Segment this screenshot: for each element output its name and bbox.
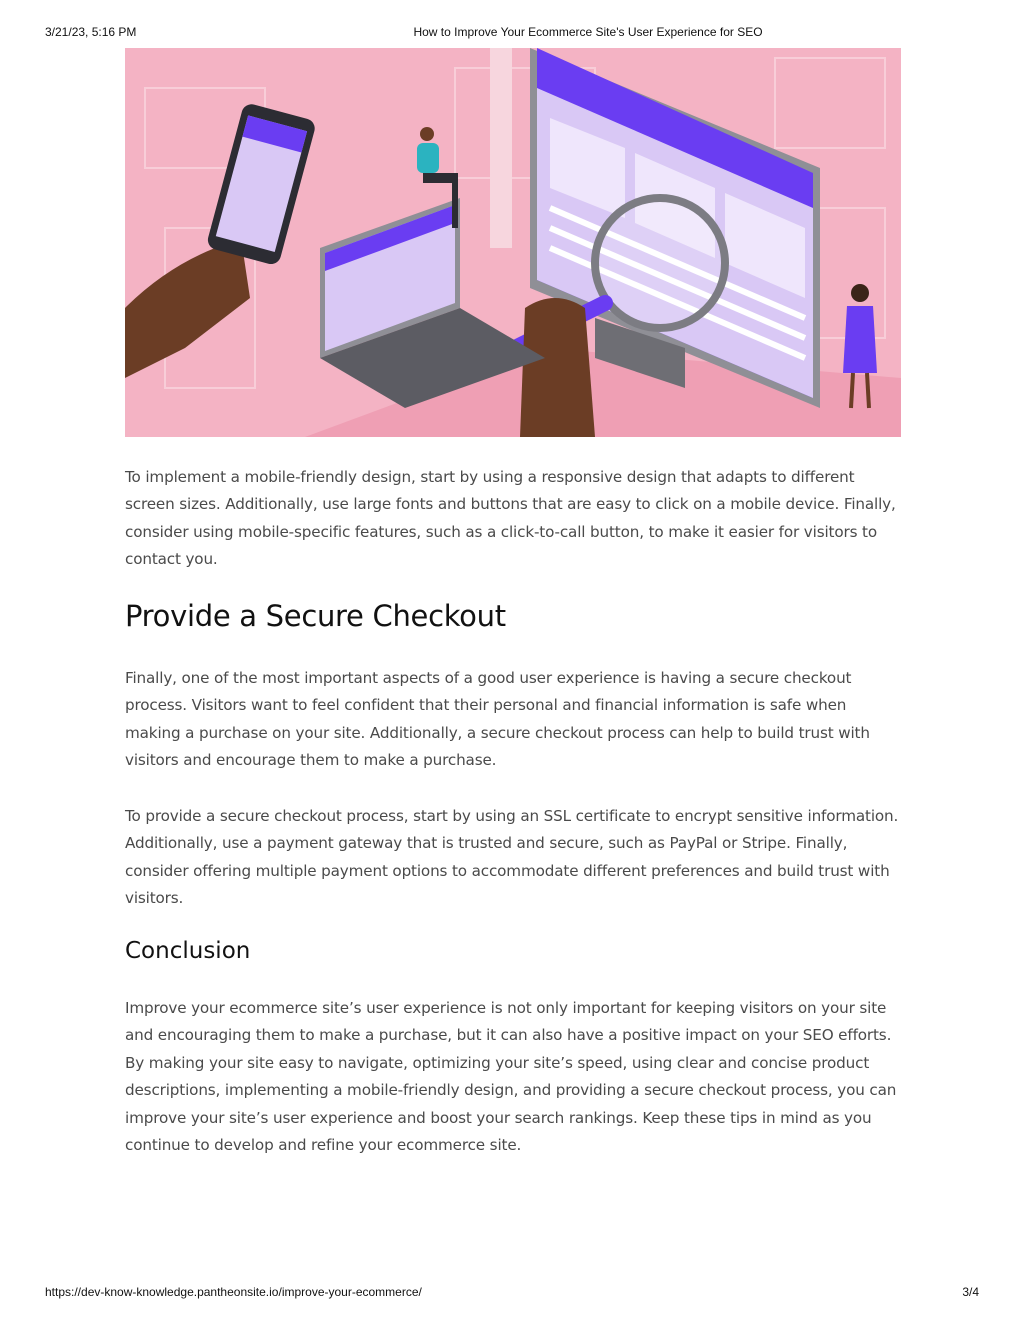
- print-url: https://dev-know-knowledge.pantheonsite.io/improve-your-ecommerce/: [45, 1285, 422, 1299]
- hero-illustration: [125, 48, 901, 437]
- secure-checkout-paragraph-1: Finally, one of the most important aspects of a good user experience is having a secure checkout process. Visitors want to feel confident that their personal and financial information is safe when making a purchase on your site. Additionally, a secure checkout process can help to build trust with visitors and encourage them to make a purchase.: [125, 669, 870, 770]
- mobile-friendly-paragraph: To implement a mobile-friendly design, start by using a responsive design that adapts to different screen sizes. Additionally, use large fonts and buttons that are easy to click on a mobile device. Finally, consider using mobile-specific features, such as a click-to-call button, to make it easier for visitors to contact you.: [125, 468, 896, 569]
- print-header: [0, 25, 1024, 41]
- print-page-title: How to Improve Your Ecommerce Site's User Experience for SEO: [413, 25, 763, 39]
- print-datetime: 3/21/23, 5:16 PM: [45, 25, 137, 39]
- conclusion-paragraph: Improve your ecommerce site’s user experience is not only important for keeping visitors on your site and encouraging them to make a purchase, but it can also have a positive impact on your SEO efforts. By making your site easy to navigate, optimizing your site’s speed, using clear and concise product descriptions, implementing a mobile-friendly design, and providing a secure checkout process, you can improve your site’s user experience and boost your search rankings. Keep these tips in mind as you continue to develop and refine your ecommerce site.: [125, 999, 897, 1155]
- print-footer: [0, 1285, 1024, 1301]
- secure-checkout-paragraph-2: To provide a secure checkout process, start by using an SSL certificate to encrypt sensitive information. Additionally, use a payment gateway that is trusted and secure, such as PayPal or Stripe. Finally, consider offering multiple payment options to accommodate different preferences and build trust with visitors.: [125, 807, 899, 908]
- article-content: [125, 48, 901, 1155]
- conclusion-heading: Conclusion: [125, 938, 251, 964]
- secure-checkout-heading: Provide a Secure Checkout: [125, 599, 506, 633]
- print-page-number: 3/4: [962, 1285, 979, 1299]
